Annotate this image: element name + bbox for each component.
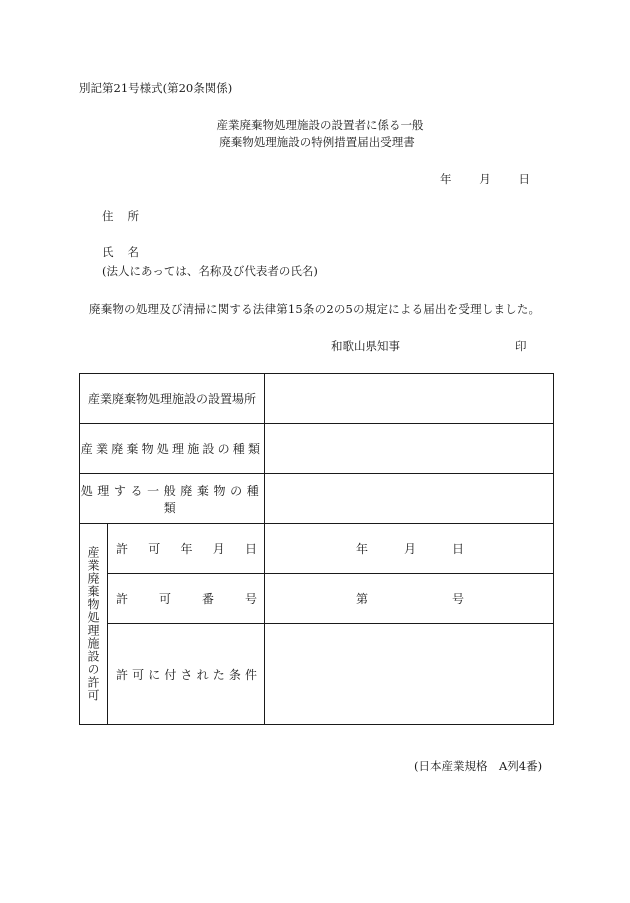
- permit-conditions-label-char: に: [148, 667, 161, 682]
- waste-type-text: 処理する一般廃棄物の種類: [80, 483, 264, 515]
- installation-location-text: 産業廃棄物処理施設の設置場所: [88, 392, 257, 406]
- permit-conditions-label-char: さ: [180, 667, 193, 682]
- permit-date-label-char: 月: [212, 542, 225, 556]
- paper-size-note: (日本産業規格 A列4番): [414, 759, 543, 773]
- day-label: 日: [518, 172, 530, 186]
- permit-number-label: [108, 574, 265, 624]
- permit-conditions-value[interactable]: [265, 624, 554, 725]
- permit-date-label: [108, 524, 265, 574]
- permit-conditions-label-text: [108, 666, 264, 683]
- permit-number-label-char: 番: [202, 592, 215, 606]
- permit-date-value-char: 月: [404, 542, 417, 556]
- permit-date-value-char: 年: [356, 542, 369, 556]
- table-row: [80, 574, 554, 624]
- table-row: [80, 524, 554, 574]
- waste-type-label: [80, 474, 265, 524]
- permit-date-value-text: [356, 540, 464, 557]
- permit-number-value-char: 号: [452, 592, 465, 606]
- facility-info-table: [79, 373, 554, 725]
- permit-date-label-text: [108, 540, 264, 557]
- permit-number-label-char: 号: [245, 592, 258, 606]
- installation-location-value[interactable]: [265, 374, 554, 424]
- permit-number-label-text: [108, 590, 264, 607]
- permit-group-text: 産業廃棄物処理施設の許可: [86, 546, 100, 702]
- acceptance-statement: 廃棄物の処理及び清掃に関する法律第15条の2の5の規定による届出を受理しました。: [89, 302, 541, 316]
- table-row: [80, 374, 554, 424]
- issue-date: [440, 171, 530, 187]
- permit-number-value-text: [356, 590, 464, 607]
- permit-conditions-label-char: 件: [245, 667, 258, 682]
- permit-conditions-label-char: 付: [164, 667, 177, 682]
- table-row: [80, 624, 554, 725]
- month-label: 月: [479, 172, 491, 186]
- permit-date-value-char: 日: [451, 542, 464, 556]
- governor-title: 和歌山県知事: [331, 339, 400, 353]
- permit-date-label-char: 年: [180, 542, 193, 556]
- permit-date-label-char: 可: [148, 542, 161, 556]
- permit-number-value[interactable]: [265, 574, 554, 624]
- permit-conditions-label-char: た: [212, 667, 225, 682]
- name-note: (法人にあっては、名称及び代表者の氏名): [102, 264, 318, 278]
- document-title-line-2: 廃棄物処理施設の特例措置届出受理書: [219, 135, 415, 149]
- year-label: 年: [440, 172, 452, 186]
- permit-date-value[interactable]: [265, 524, 554, 574]
- address-label: 住所: [102, 209, 153, 223]
- permit-number-value-char: 第: [356, 592, 369, 606]
- facility-type-value[interactable]: [265, 424, 554, 474]
- permit-conditions-label-char: 可: [132, 667, 145, 682]
- facility-type-label: [80, 424, 265, 474]
- permit-conditions-label-char: 条: [228, 667, 241, 682]
- table-row: [80, 424, 554, 474]
- table-row: [80, 474, 554, 524]
- facility-type-text: 産業廃棄物処理施設の種類: [80, 442, 264, 456]
- installation-location-label: [80, 374, 265, 424]
- permit-conditions-label-char: 許: [116, 667, 129, 682]
- permit-conditions-label: [108, 624, 265, 725]
- permit-conditions-label-char: れ: [196, 667, 209, 682]
- permit-number-label-char: 許: [116, 592, 129, 606]
- permit-number-label-char: 可: [159, 592, 172, 606]
- name-label: 氏名: [102, 245, 153, 259]
- permit-date-label-char: 許: [116, 542, 129, 556]
- permit-group-label: [80, 524, 108, 725]
- form-number: 別記第21号様式(第20条関係): [79, 81, 233, 95]
- waste-type-value[interactable]: [265, 474, 554, 524]
- document-title-line-1: 産業廃棄物処理施設の設置者に係る一般: [216, 118, 424, 132]
- seal-mark: 印: [515, 339, 527, 353]
- permit-date-label-char: 日: [245, 542, 258, 556]
